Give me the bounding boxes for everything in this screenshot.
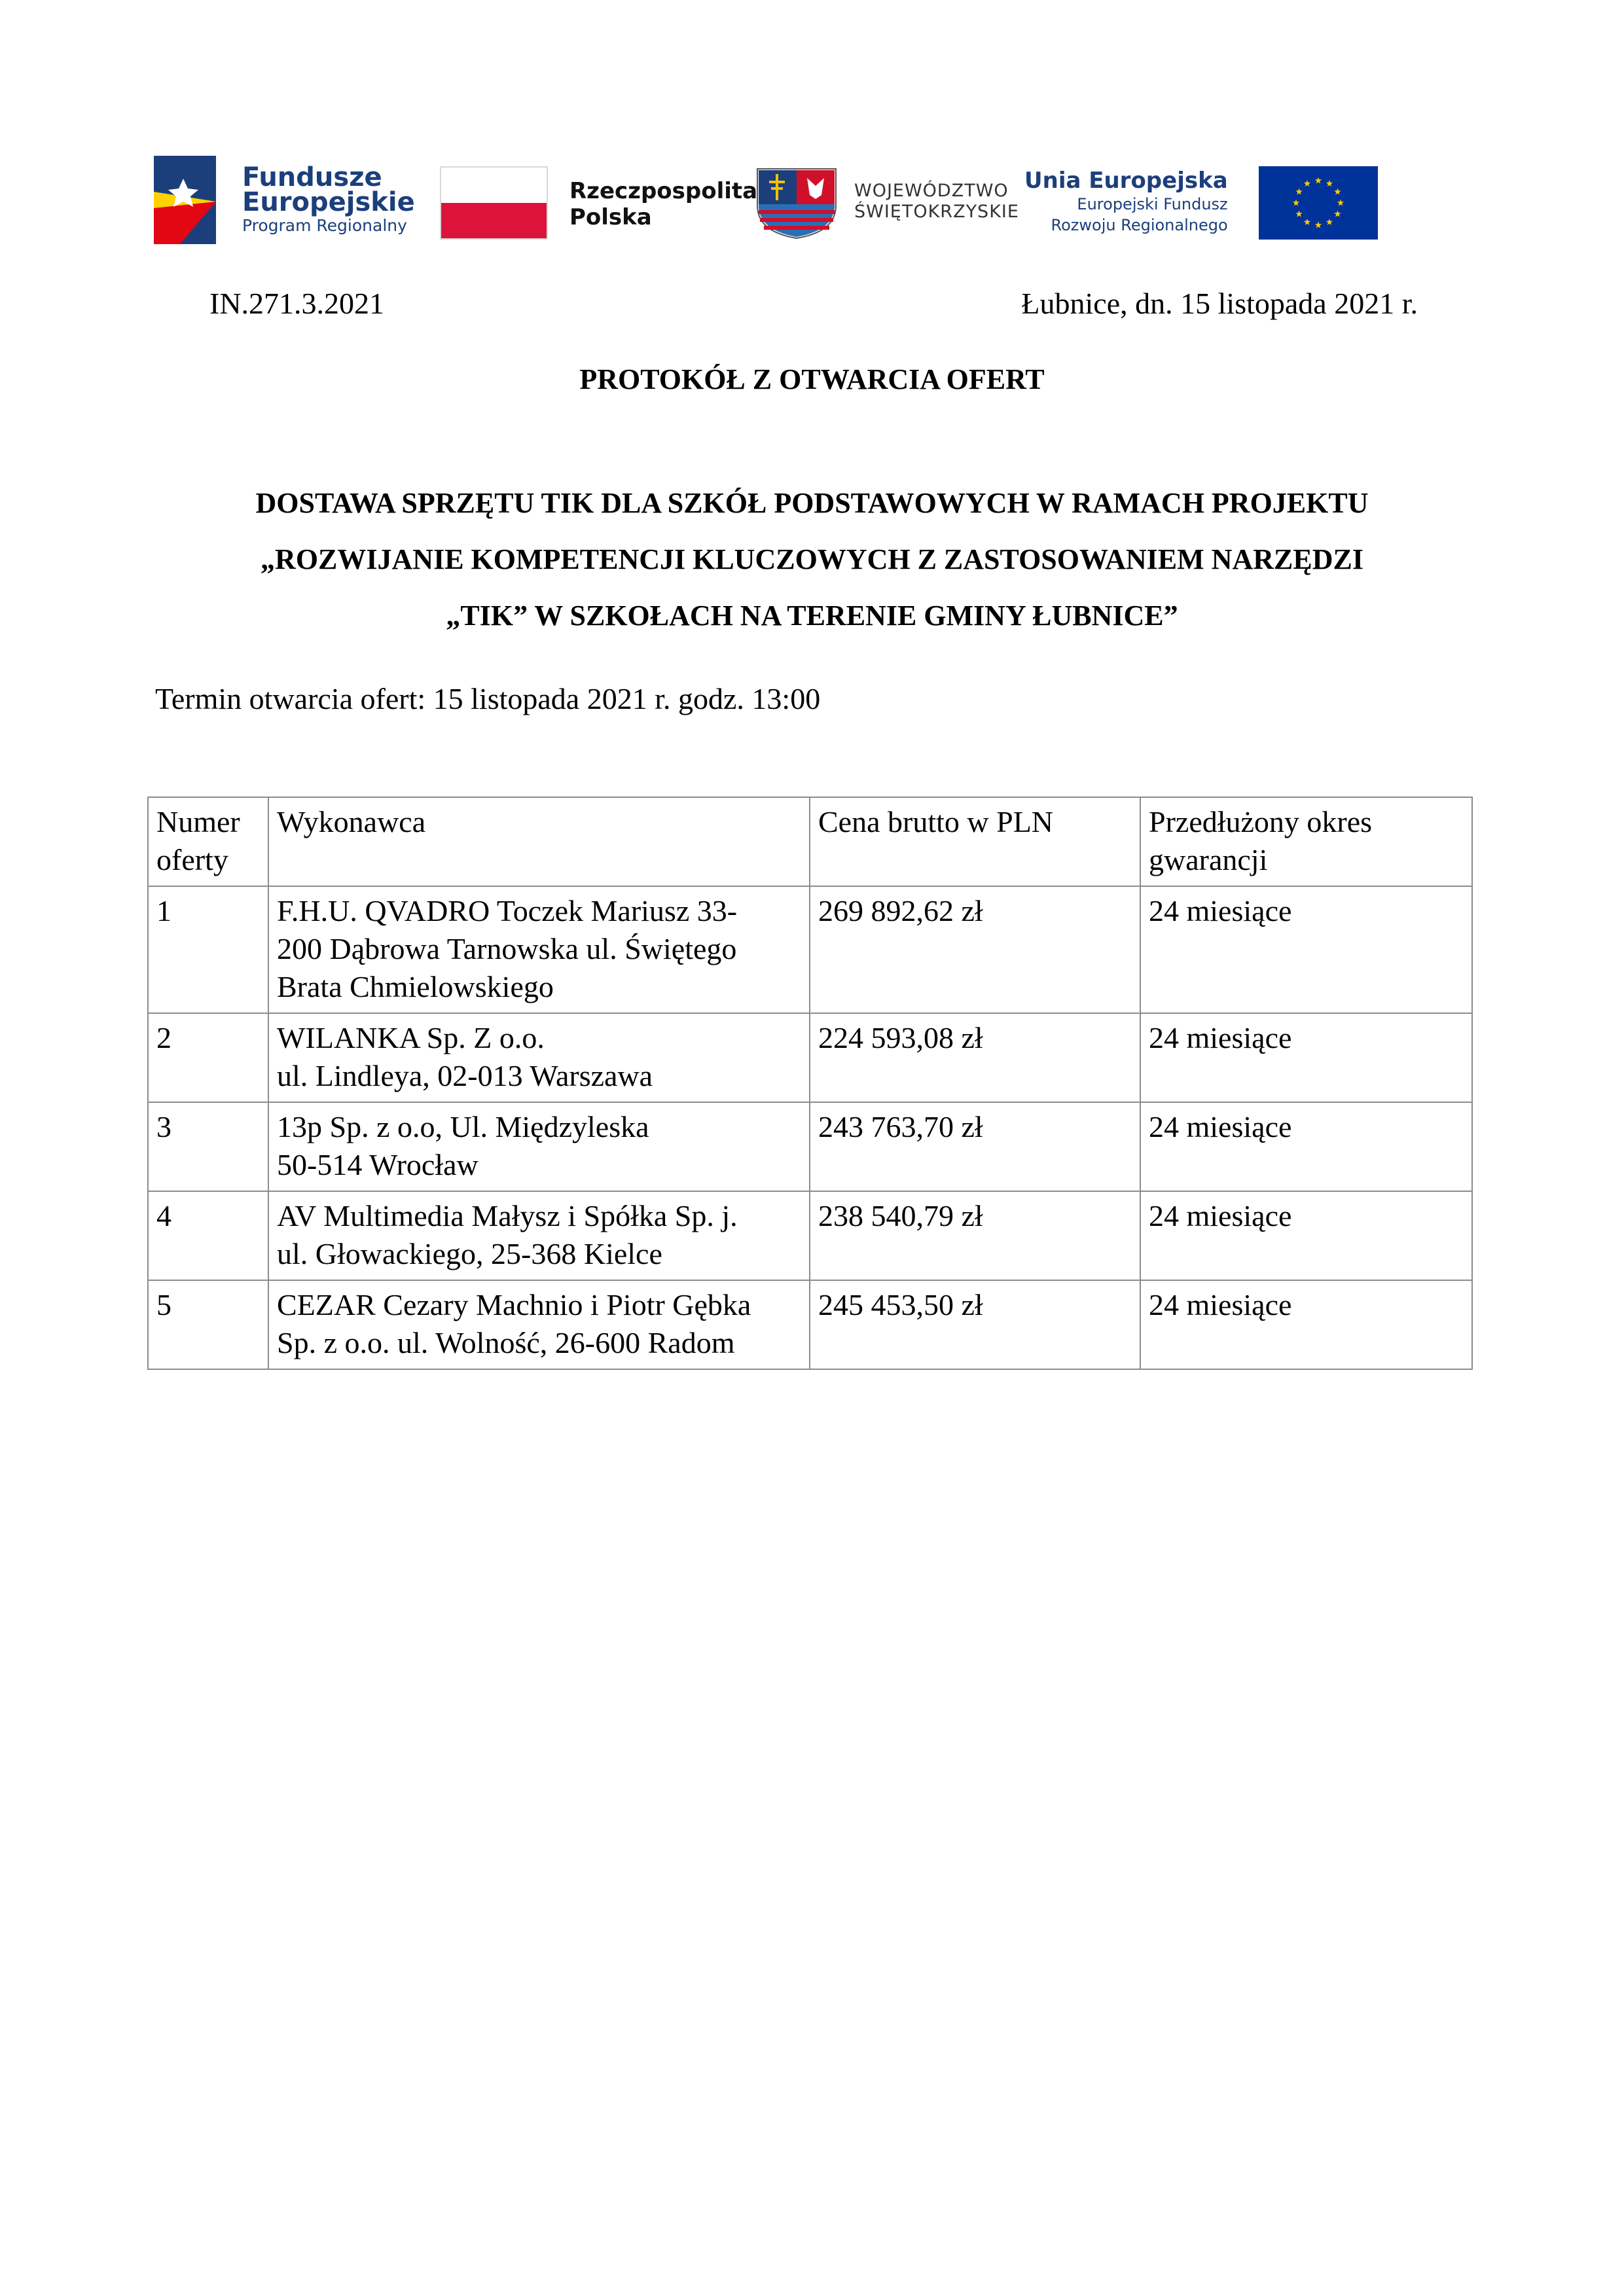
subject-line-3: „TIK” W SZKOŁACH NA TERENIE GMINY ŁUBNICE” [446,600,1178,632]
header-warranty: Przedłużony okres gwarancji [1140,797,1472,886]
header-price: Cena brutto w PLN [810,797,1140,886]
fundusze-line-1: Fundusze [242,162,382,192]
offer-price: 224 593,08 zł [810,1013,1140,1102]
offer-contractor: F.H.U. QVADRO Toczek Mariusz 33- 200 Dąbrowa Tarnowska ul. Świętego Brata Chmielowskiego [268,886,810,1013]
place-and-date: Łubnice, dn. 15 listopada 2021 r. [1021,287,1418,320]
document-reference: IN.271.3.2021 [209,287,385,320]
eu-flag-icon [1259,166,1378,240]
wojewodztwo-line-2: ŚWIĘTOKRZYSKIE [854,202,1019,222]
fundusze-line-3: Program Regionalny [242,216,407,235]
wojewodztwo-line-1: WOJEWÓDZTWO [854,181,1009,201]
table-row [148,886,1472,1013]
offer-contractor: CEZAR Cezary Machnio i Piotr Gębka Sp. z o.o. ul. Wolność, 26-600 Radom [268,1280,810,1369]
offer-price: 245 453,50 zł [810,1280,1140,1369]
offer-price: 269 892,62 zł [810,886,1140,1013]
subject-line-1: DOSTAWA SPRZĘTU TIK DLA SZKÓŁ PODSTAWOWYCH W RAMACH PROJEKTU [255,487,1369,519]
unia-line-3: Rozwoju Regionalnego [1051,216,1228,234]
offers-table [147,797,1473,1370]
polish-flag-icon [440,166,548,240]
wojewodztwo-text [854,181,1019,223]
offer-price: 238 540,79 zł [810,1191,1140,1280]
table-header-row [148,797,1472,886]
header-contractor: Wykonawca [268,797,810,886]
offer-number: 5 [148,1280,268,1369]
procurement-subject [98,475,1526,644]
table-row [148,1102,1472,1191]
rzeczpospolita-line-2: Polska [569,204,652,230]
rzeczpospolita-line-1: Rzeczpospolita [569,178,758,204]
offer-price: 243 763,70 zł [810,1102,1140,1191]
fundusze-europejskie-text [242,162,415,237]
offer-warranty: 24 miesiące [1140,1280,1472,1369]
coat-of-arms-icon [755,166,839,240]
table-row [148,1191,1472,1280]
offer-number: 3 [148,1102,268,1191]
offer-contractor: AV Multimedia Małysz i Spółka Sp. j. ul. Głowackiego, 25-368 Kielce [268,1191,810,1280]
page-title: PROTOKÓŁ Z OTWARCIA OFERT [579,363,1045,395]
unia-europejska-text [1024,168,1228,236]
table-row [148,1013,1472,1102]
unia-line-1: Unia Europejska [1024,168,1228,194]
header-offer-number: Numer oferty [148,797,268,886]
unia-line-2: Europejski Fundusz [1077,195,1228,213]
offer-number: 1 [148,886,268,1013]
offer-warranty: 24 miesiące [1140,1013,1472,1102]
opening-date: Termin otwarcia ofert: 15 listopada 2021 r. godz. 13:00 [155,682,821,715]
offer-warranty: 24 miesiące [1140,886,1472,1013]
subject-line-2: „ROZWIJANIE KOMPETENCJI KLUCZOWYCH Z ZASTOSOWANIEM NARZĘDZI [261,543,1363,575]
offer-warranty: 24 miesiące [1140,1102,1472,1191]
logo-strip [154,152,1378,247]
offer-number: 4 [148,1191,268,1280]
offer-warranty: 24 miesiące [1140,1191,1472,1280]
offer-number: 2 [148,1013,268,1102]
offer-contractor: WILANKA Sp. Z o.o. ul. Lindleya, 02-013 Warszawa [268,1013,810,1102]
table-row [148,1280,1472,1369]
offer-contractor: 13p Sp. z o.o, Ul. Międzyleska 50-514 Wrocław [268,1102,810,1191]
rzeczpospolita-text [569,178,757,230]
fundusze-europejskie-logo-icon [154,156,216,244]
fundusze-line-2: Europejskie [242,187,415,217]
